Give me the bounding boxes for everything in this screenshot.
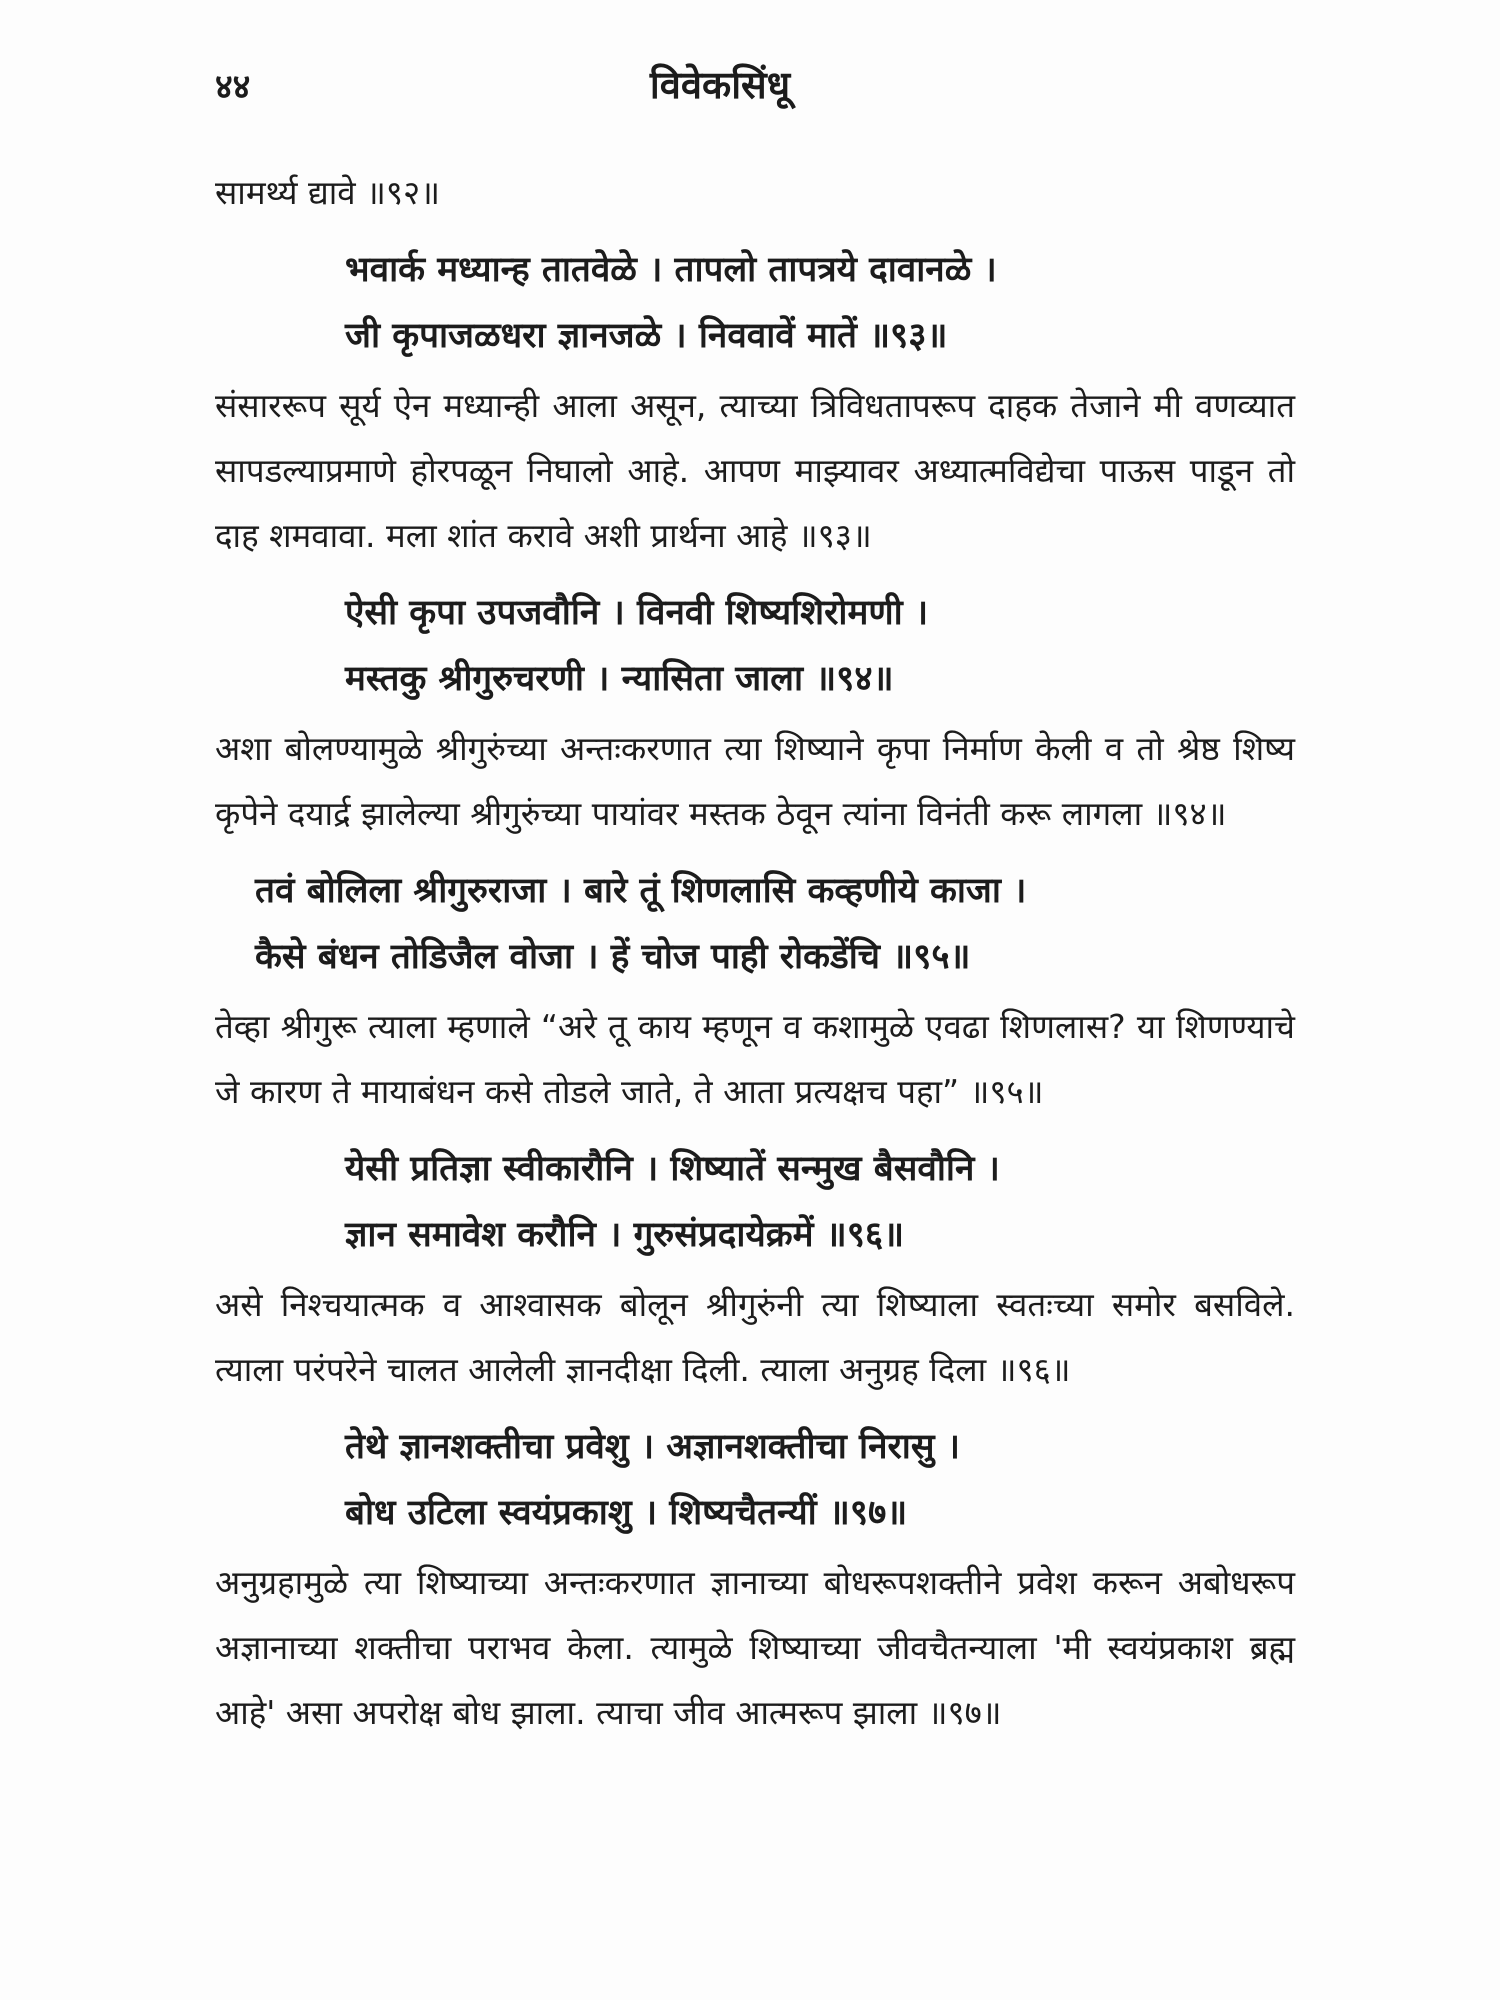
verse-line: मस्तकु श्रीगुरुचरणी । न्यासिता जाला ॥९४॥ <box>345 659 894 699</box>
running-title: विवेकसिंधू <box>649 63 791 107</box>
verse-96 <box>215 1136 1295 1268</box>
verse-line: कैसे बंधन तोडिजैल वोजा । हें चोज पाही रोकडेंचि ॥९५॥ <box>255 937 971 977</box>
commentary-paragraph: अशा बोलण्यामुळे श्रीगुरुंच्या अन्तःकरणात त्या शिष्याने कृपा निर्माण केली व तो श्रेष्ठ शिष्य कृपेने दयार्द्र झालेल्या श्रीगुरुंच्या पायांवर मस्तक ठेवून त्यांना विनंती करू लागला ॥९४॥ <box>215 729 1295 833</box>
verse-line: जी कृपाजळधरा ज्ञानजळे । निववावें मातें ॥९३॥ <box>345 316 948 356</box>
verse-line: ज्ञान समावेश करौनि । गुरुसंप्रदायेक्रमें ॥९६॥ <box>345 1215 905 1255</box>
verse-97 <box>215 1414 1295 1546</box>
commentary-paragraph: सामर्थ्य द्यावे ॥९२॥ <box>215 173 440 212</box>
verse-95 <box>215 858 1295 990</box>
page-body <box>215 160 1295 1745</box>
page-number: ४४ <box>215 67 251 107</box>
verse-line: भवार्क मध्यान्ह तातवेळे । तापलो तापत्रये दावानळे । <box>345 250 997 290</box>
verse-line: येसी प्रतिज्ञा स्वीकारौनि । शिष्यातें सन्मुख बैसवौनि । <box>345 1149 1000 1189</box>
verse-line: तेथे ज्ञानशक्तीचा प्रवेशु । अज्ञानशक्तीचा निरासु । <box>345 1427 960 1467</box>
commentary-paragraph: तेव्हा श्रीगुरू त्याला म्हणाले “अरे तू काय म्हणून व कशामुळे एवढा शिणलास? या शिणण्याचे जे कारण ते मायाबंधन कसे तोडले जाते, ते आता प्रत्यक्षच पहा” ॥९५॥ <box>215 1007 1295 1111</box>
commentary-paragraph: संसाररूप सूर्य ऐन मध्यान्ही आला असून, त्याच्या त्रिविधतापरूप दाहक तेजाने मी वणव्यात सापडल्याप्रमाणे होरपळून निघालो आहे. आपण माझ्यावर अध्यात्मविद्येचा पाऊस पाडून तो दाह शमवावा. मला शांत करावे अशी प्रार्थना आहे ॥९३॥ <box>215 386 1295 555</box>
verse-93 <box>215 237 1295 369</box>
verse-line: तवं बोलिला श्रीगुरुराजा । बारे तूं शिणलासि कव्हणीये काजा । <box>255 871 1027 911</box>
commentary-paragraph: असे निश्चयात्मक व आश्वासक बोलून श्रीगुरुंनी त्या शिष्याला स्वतःच्या समोर बसविले. त्याला परंपरेने चालत आलेली ज्ञानदीक्षा दिली. त्याला अनुग्रह दिला ॥९६॥ <box>215 1285 1295 1389</box>
commentary-paragraph: अनुग्रहामुळे त्या शिष्याच्या अन्तःकरणात ज्ञानाच्या बोधरूपशक्तीने प्रवेश करून अबोधरूप अज्ञानाच्या शक्तीचा पराभव केला. त्यामुळे शिष्याच्या जीवचैतन्याला 'मी स्वयंप्रकाश ब्रह्म आहे' असा अपरोक्ष बोध झाला. त्याचा जीव आत्मरूप झाला ॥९७॥ <box>215 1563 1295 1732</box>
verse-line: ऐसी कृपा उपजवौनि । विनवी शिष्यशिरोमणी । <box>345 593 929 633</box>
verse-line: बोध उटिला स्वयंप्रकाशु । शिष्यचैतन्यीं ॥९७॥ <box>345 1493 908 1533</box>
verse-94 <box>215 580 1295 712</box>
